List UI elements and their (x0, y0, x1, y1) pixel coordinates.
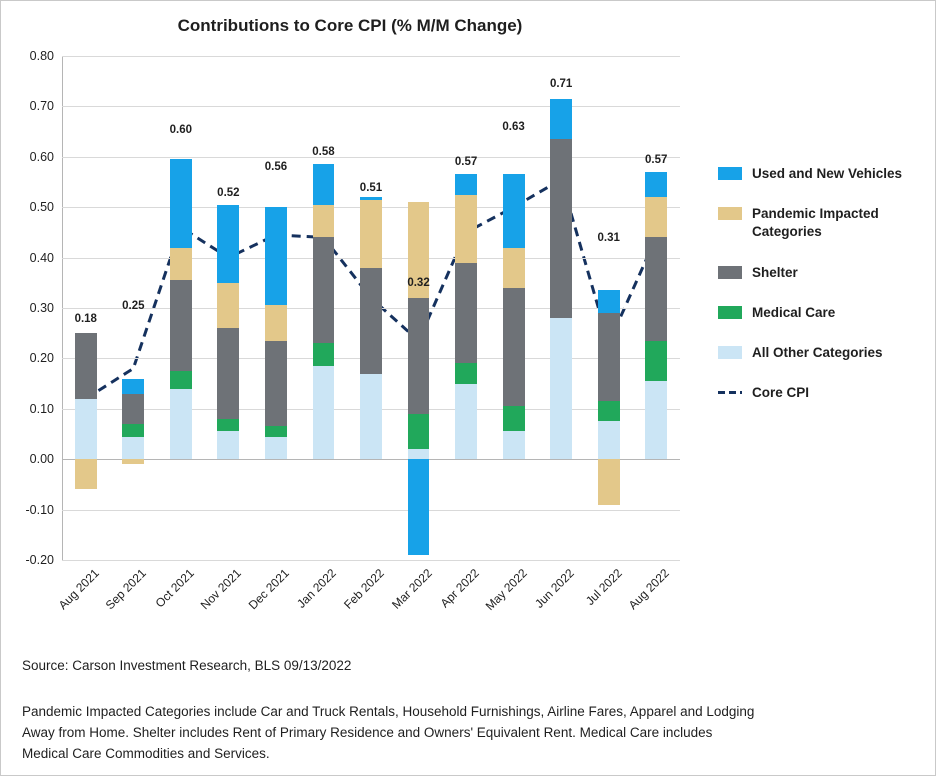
bar-segment[interactable] (122, 379, 144, 394)
legend-item[interactable] (718, 384, 928, 402)
bar-segment[interactable] (122, 394, 144, 424)
bar-stack[interactable] (217, 56, 239, 560)
bar-segment[interactable] (455, 195, 477, 263)
y-axis-tick-label: -0.20 (25, 553, 54, 567)
bar-total-label: 0.31 (597, 232, 620, 245)
y-axis-tick-label: 0.50 (29, 200, 54, 215)
bar-segment[interactable] (265, 305, 287, 340)
bar-stack[interactable] (645, 56, 667, 560)
bar-segment[interactable] (313, 343, 335, 366)
bar-stack[interactable] (360, 56, 382, 560)
bar-segment[interactable] (122, 459, 144, 464)
legend-swatch-icon (718, 207, 742, 220)
bar-segment[interactable] (360, 200, 382, 268)
bar-total-label: 0.57 (454, 156, 478, 169)
y-axis-tick-label: 0.30 (29, 301, 54, 315)
bar-segment[interactable] (598, 459, 620, 504)
x-axis-tick-label: Dec 2021 (245, 566, 292, 613)
bar-segment[interactable] (598, 313, 620, 401)
bar-segment[interactable] (75, 459, 97, 489)
y-axis-tick-label: -0.10 (25, 502, 54, 517)
legend-item-label: Pandemic Impacted Categories (752, 206, 879, 240)
bar-segment[interactable] (645, 341, 667, 381)
bar-total-label: 0.18 (74, 312, 97, 325)
bar-segment[interactable] (265, 341, 287, 427)
y-axis-tick-label: 0.10 (29, 401, 54, 416)
bar-segment[interactable] (645, 237, 667, 340)
bar-segment[interactable] (503, 174, 525, 247)
bar-segment[interactable] (313, 366, 335, 459)
y-axis-tick-label: 0.70 (29, 99, 54, 114)
y-axis-tick-label: 0.60 (29, 149, 54, 164)
legend (718, 165, 928, 425)
legend-swatch-icon (718, 346, 742, 359)
legend-item-label: All Other Categories (752, 345, 883, 361)
legend-item[interactable] (718, 165, 928, 183)
bar-segment[interactable] (313, 164, 335, 204)
bar-segment[interactable] (550, 139, 572, 318)
bar-stack[interactable] (455, 56, 477, 560)
bar-segment[interactable] (217, 328, 239, 419)
bar-segment[interactable] (360, 374, 382, 460)
bar-segment[interactable] (170, 159, 192, 247)
legend-item-label: Used and New Vehicles (752, 166, 903, 181)
y-axis-tick-label: 0.00 (29, 452, 54, 467)
bar-total-label: 0.60 (169, 123, 193, 136)
bar-total-label: 0.52 (217, 186, 240, 199)
legend-item[interactable] (718, 264, 928, 282)
y-axis-tick-label: 0.40 (29, 250, 54, 265)
x-axis-tick-label: Feb 2022 (341, 566, 387, 612)
y-axis-tick-label: 0.80 (29, 49, 54, 63)
x-axis-tick-label: Oct 2021 (152, 566, 197, 611)
source-note: Source: Carson Investment Research, BLS 09/13/2022 (22, 658, 352, 673)
bar-segment[interactable] (408, 449, 430, 459)
bar-stack[interactable] (550, 56, 572, 560)
bar-segment[interactable] (598, 290, 620, 313)
x-axis-tick-label: May 2022 (482, 566, 530, 614)
bar-segment[interactable] (645, 172, 667, 197)
x-axis (55, 560, 680, 630)
legend-item[interactable] (718, 344, 928, 362)
bar-segment[interactable] (503, 288, 525, 406)
bar-segment[interactable] (360, 197, 382, 200)
bar-segment[interactable] (265, 426, 287, 436)
bar-segment[interactable] (598, 421, 620, 459)
legend-dash-icon (718, 386, 742, 399)
bar-total-label: 0.58 (312, 146, 335, 159)
bar-segment[interactable] (455, 174, 477, 194)
bar-total-label: 0.71 (549, 78, 573, 91)
bar-segment[interactable] (550, 318, 572, 459)
bar-stack[interactable] (75, 56, 97, 560)
bar-segment[interactable] (313, 205, 335, 238)
y-axis-tick-label: 0.20 (29, 351, 54, 366)
bar-segment[interactable] (265, 207, 287, 305)
bar-segment[interactable] (360, 268, 382, 374)
x-axis-tick-label: Nov 2021 (198, 566, 245, 613)
bar-segment[interactable] (217, 283, 239, 328)
bar-stack[interactable] (598, 56, 620, 560)
bar-segment[interactable] (122, 437, 144, 460)
bar-segment[interactable] (455, 363, 477, 383)
bar-segment[interactable] (503, 248, 525, 288)
bar-segment[interactable] (122, 424, 144, 437)
bar-segment[interactable] (313, 237, 335, 343)
bar-segment[interactable] (170, 280, 192, 371)
bar-segment[interactable] (455, 384, 477, 460)
bar-total-label: 0.57 (645, 153, 668, 166)
bar-segment[interactable] (408, 414, 430, 449)
footnote: Pandemic Impacted Categories include Car and Truck Rentals, Household Furnishings, Airline Fares, Apparel and Lodging Away from Home. Shelter includes Rent of Primary Residence and Owners' Equivalent Rent. Medical Care includes Medical Care Commodities and Services. (22, 704, 755, 761)
bar-segment[interactable] (408, 459, 430, 555)
bar-total-label: 0.51 (359, 181, 383, 194)
bar-segment[interactable] (503, 406, 525, 431)
legend-item-label: Core CPI (752, 385, 810, 401)
bar-segment[interactable] (455, 263, 477, 364)
x-axis-tick-label: Jun 2022 (532, 566, 578, 611)
bar-total-label: 0.25 (122, 300, 145, 313)
x-axis-tick-label: Sep 2021 (102, 566, 150, 613)
bar-segment[interactable] (217, 205, 239, 283)
bar-segment[interactable] (265, 437, 287, 460)
legend-item-label: Shelter (752, 264, 798, 280)
plot-area (25, 49, 680, 567)
x-axis-tick-label: Apr 2022 (437, 566, 482, 611)
x-axis-tick-label: Mar 2022 (388, 566, 435, 612)
x-axis-tick-label: Aug 2021 (55, 566, 102, 613)
legend-swatch-icon (718, 306, 742, 319)
bar-segment[interactable] (503, 431, 525, 459)
bar-segment[interactable] (170, 248, 192, 281)
bar-total-label: 0.63 (502, 121, 525, 134)
bar-segment[interactable] (75, 333, 97, 399)
x-axis-tick-label: Aug 2022 (625, 566, 673, 613)
bar-stack[interactable] (408, 56, 430, 560)
x-axis-tick-label: Jul 2022 (582, 566, 625, 608)
legend-item[interactable] (718, 304, 928, 322)
bar-segment[interactable] (75, 399, 97, 459)
legend-swatch-icon (718, 167, 742, 180)
bar-segment[interactable] (550, 99, 572, 139)
bar-stack[interactable] (313, 56, 335, 560)
legend-item-label: Medical Care (752, 304, 836, 320)
legend-item[interactable] (718, 205, 928, 241)
bar-segment[interactable] (170, 371, 192, 389)
bar-total-label: 0.32 (407, 277, 430, 290)
bar-segment[interactable] (645, 381, 667, 459)
x-axis-tick-label: Jan 2022 (294, 566, 340, 611)
legend-swatch-icon (718, 266, 742, 279)
bar-total-label: 0.56 (264, 161, 288, 174)
bar-stack[interactable] (265, 56, 287, 560)
bar-segment[interactable] (645, 197, 667, 237)
bar-segment[interactable] (598, 401, 620, 421)
bar-segment[interactable] (217, 431, 239, 459)
page-title: Contributions to Core CPI (% M/M Change) (177, 16, 523, 35)
bar-segment[interactable] (170, 389, 192, 460)
bar-segment[interactable] (408, 298, 430, 414)
bar-segment[interactable] (217, 419, 239, 432)
